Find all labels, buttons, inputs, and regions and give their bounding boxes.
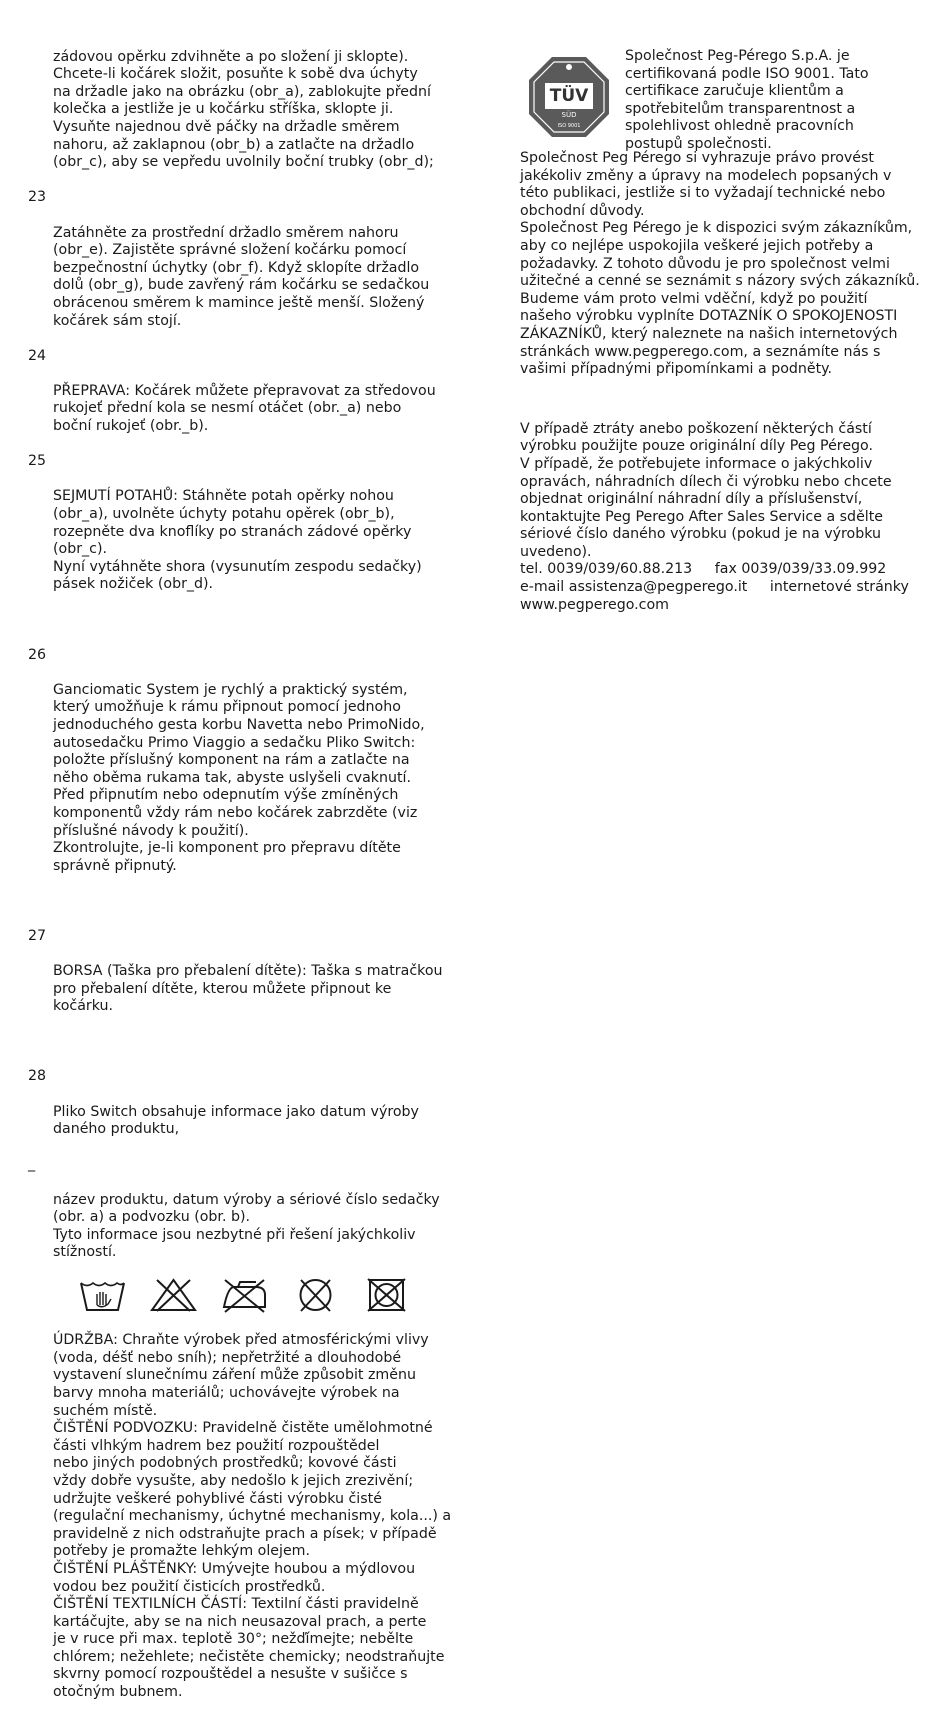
care-symbols [78,1277,418,1315]
fax-number: fax 0039/039/33.09.992 [714,561,887,578]
instruction-23 [28,189,453,347]
item-number: 27 [28,927,47,944]
company-notice: Společnost Peg Pérego si vyhrazuje právo provést jakékoliv změny a úpravy na modelech popsaných v této publikaci, jestliže si to vyžadají technické nebo obchodní důvody. Společnost Peg Pérego je k dispozici svým zákazníkům, aby co nejlépe uspokojila veškeré jejich potřeby a požadavky. Z tohoto důvodu je pro společnost velmi užitečné a cenné se seznámit s názory svých zákazníků. Budeme vám proto velmi vděční, když po použití našeho výrobku vyplníte DOTAZNÍK O SPOKOJENOSTI ZÁKAZNÍKŮ, který naleznete na našich internetových stránkách www.pegperego.com, a seznámíte nás s vašimi případnými připomínkami a podněty. [520,150,920,378]
email-address[interactable]: e-mail assistenza@pegperego.it [520,579,748,596]
no-dry-clean-icon [291,1277,340,1313]
item-text: SEJMUTÍ POTAHŮ: Stáhněte potah opěrky nohou (obr_a), uvolněte úchyty potahu opěrek (obr_b), rozepněte dva knoflíky po stranách zádové opěrky (obr_c). Nyní vytáhněte shora (vysunutím zespodu sedačky) pásek nožiček (obr_d). [53,488,422,593]
spare-parts-notice: V případě ztráty anebo poškození některých částí výrobku použijte pouze originální díly Peg Pérego. V případě, že potřebujete informace o jakýchkoliv opravách, náhradních dílech či výrobku nebo chcete objednat originální náhradní díly a příslušenství, kontaktujte Peg Perego After Sales Service a sdělte sériové číslo daného výrobku (pokud je na výrobku uvedeno). [520,420,892,560]
instruction-26 [28,647,453,893]
item-number: _ [28,1156,36,1173]
item-text: název produktu, datum výroby a sériové číslo sedačky (obr. a) a podvozku (obr. b). Tyto informace jsou nezbytné při řešení jakýchkoliv stížností. [53,1191,440,1261]
tuv-sud-logo [527,55,611,139]
item-number: 23 [28,189,47,206]
hand-wash-icon [78,1277,127,1313]
item-text: Pliko Switch obsahuje informace jako datum výroby daného produktu, [53,1103,419,1138]
instruction-28-continued [28,1156,453,1279]
maintenance-text: ÚDRŽBA: Chraňte výrobek před atmosférickými vlivy (voda, déšť nebo sníh); nepřetržité a dlouhodobé vystavení slunečnímu záření může způsobit změnu barvy mnoha materiálů; uchovávejte výrobek na suchém místě. ČIŠTĚNÍ PODVOZKU: Pravidelně čistěte umělohmotné části vlhkým hadrem bez použití rozpouštědel nebo jiných podobných prostředků; kovové části vždy dobře vysušte, aby nedošlo k jejich zrezivění; udržujte veškeré pohyblivé části výrobku čisté (regulační mechanismy, úchytné mechanismy, kola...) a pravidelně z nich odstraňujte prach a písek; v případě potřeby je promažte lehkým olejem. ČIŠTĚNÍ PLÁŠTĚNKY: Umývejte houbou a mýdlovou vodou bez použití čisticích prostředků. ČIŠTĚNÍ TEXTILNÍCH ČÁSTÍ: Textilní části pravidelně kartáčujte, aby se na nich neusazoval prach, a perte je v ruce při max. teplotě 30°; nežďímejte; nebělte chlórem; nežehlete; nečistěte chemicky; neodstraňujte skvrny pomocí rozpouštědel a nesušte v sušičce s otočným bubnem. [53,1332,452,1701]
phone-number: tel. 0039/039/60.88.213 [520,561,693,578]
item-number: 25 [28,453,47,470]
left-column [28,31,453,1719]
maintenance-section [28,1315,453,1719]
certification-text: Společnost Peg-Pérego S.p.A. je certifikovaná podle ISO 9001. Tato certifikace zaručuje klientům a spotřebitelům transparentnost a spolehlivost ohledně pracovních postupů společnosti. [625,48,869,152]
contact-phone-line [520,561,930,579]
no-bleach-icon [149,1277,198,1313]
instruction-27 [28,928,453,1034]
right-column [520,150,930,614]
svg-text:TÜV: TÜV [549,86,589,106]
no-iron-icon [220,1277,269,1313]
instruction-28 [28,1068,453,1156]
intro-paragraph [28,31,453,189]
instruction-25 [28,453,453,611]
no-tumble-dry-icon [362,1277,411,1313]
item-text: BORSA (Taška pro přebalení dítěte): Taška s matračkou pro přebalení dítěte, kterou můžete připnout ke kočárku. [53,963,443,1015]
svg-text:SÜD: SÜD [561,111,577,119]
tuv-iso-label: ISO 9001 [557,123,581,129]
item-text: Ganciomatic System je rychlý a praktický systém, který umožňuje k rámu připnout pomocí jednoho jednoduchého gesta korbu Navetta nebo PrimoNido, autosedačku Primo Viaggio a sedačku Pliko Switch: položte příslušný komponent na rám a zatlačte na něho oběma rukama tak, abyste uslyšeli cvaknutí. Před připnutím nebo odepnutím výše zmíněných komponentů vždy rám nebo kočárek zabrzděte (viz příslušné návody k použití). Zkontrolujte, je-li komponent pro přepravu dítěte správně připnutý. [53,681,425,874]
item-text: PŘEPRAVA: Kočárek můžete přepravovat za středovou rukojeť přední kola se nesmí otáčet (obr._a) nebo boční rukojeť (obr._b). [53,382,436,435]
intro-text: zádovou opěrku zdvihněte a po složení ji sklopte). Chcete-li kočárek složit, posuňte k sobě dva úchyty na držadle jako na obrázku (obr_a), zablokujte přední kolečka a jestliže je u kočárku stříška, sklopte ji. Vysuňte najednou dvě páčky na držadle směrem nahoru, až zaklapnou (obr_b) a zatlačte na držadlo (obr_c), aby se vepředu uvolnily boční trubky (obr_d); [53,48,434,171]
item-number: 28 [28,1068,47,1085]
item-number: 24 [28,347,47,364]
website-label: internetové stránky [769,579,909,596]
contact-email-line [520,579,930,597]
website-url[interactable]: www.pegperego.com [520,596,669,613]
item-text: Zatáhněte za prostřední držadlo směrem nahoru (obr_e). Zajistěte správné složení kočárku pomocí bezpečnostní úchytky (obr_f). Když sklopíte držadlo dolů (obr_g), bude zavřený rám kočárku se sedačkou obrácenou směrem k mamince ještě menší. Složený kočárek sám stojí. [53,224,430,329]
instruction-24 [28,348,453,454]
item-number: 26 [28,646,47,663]
